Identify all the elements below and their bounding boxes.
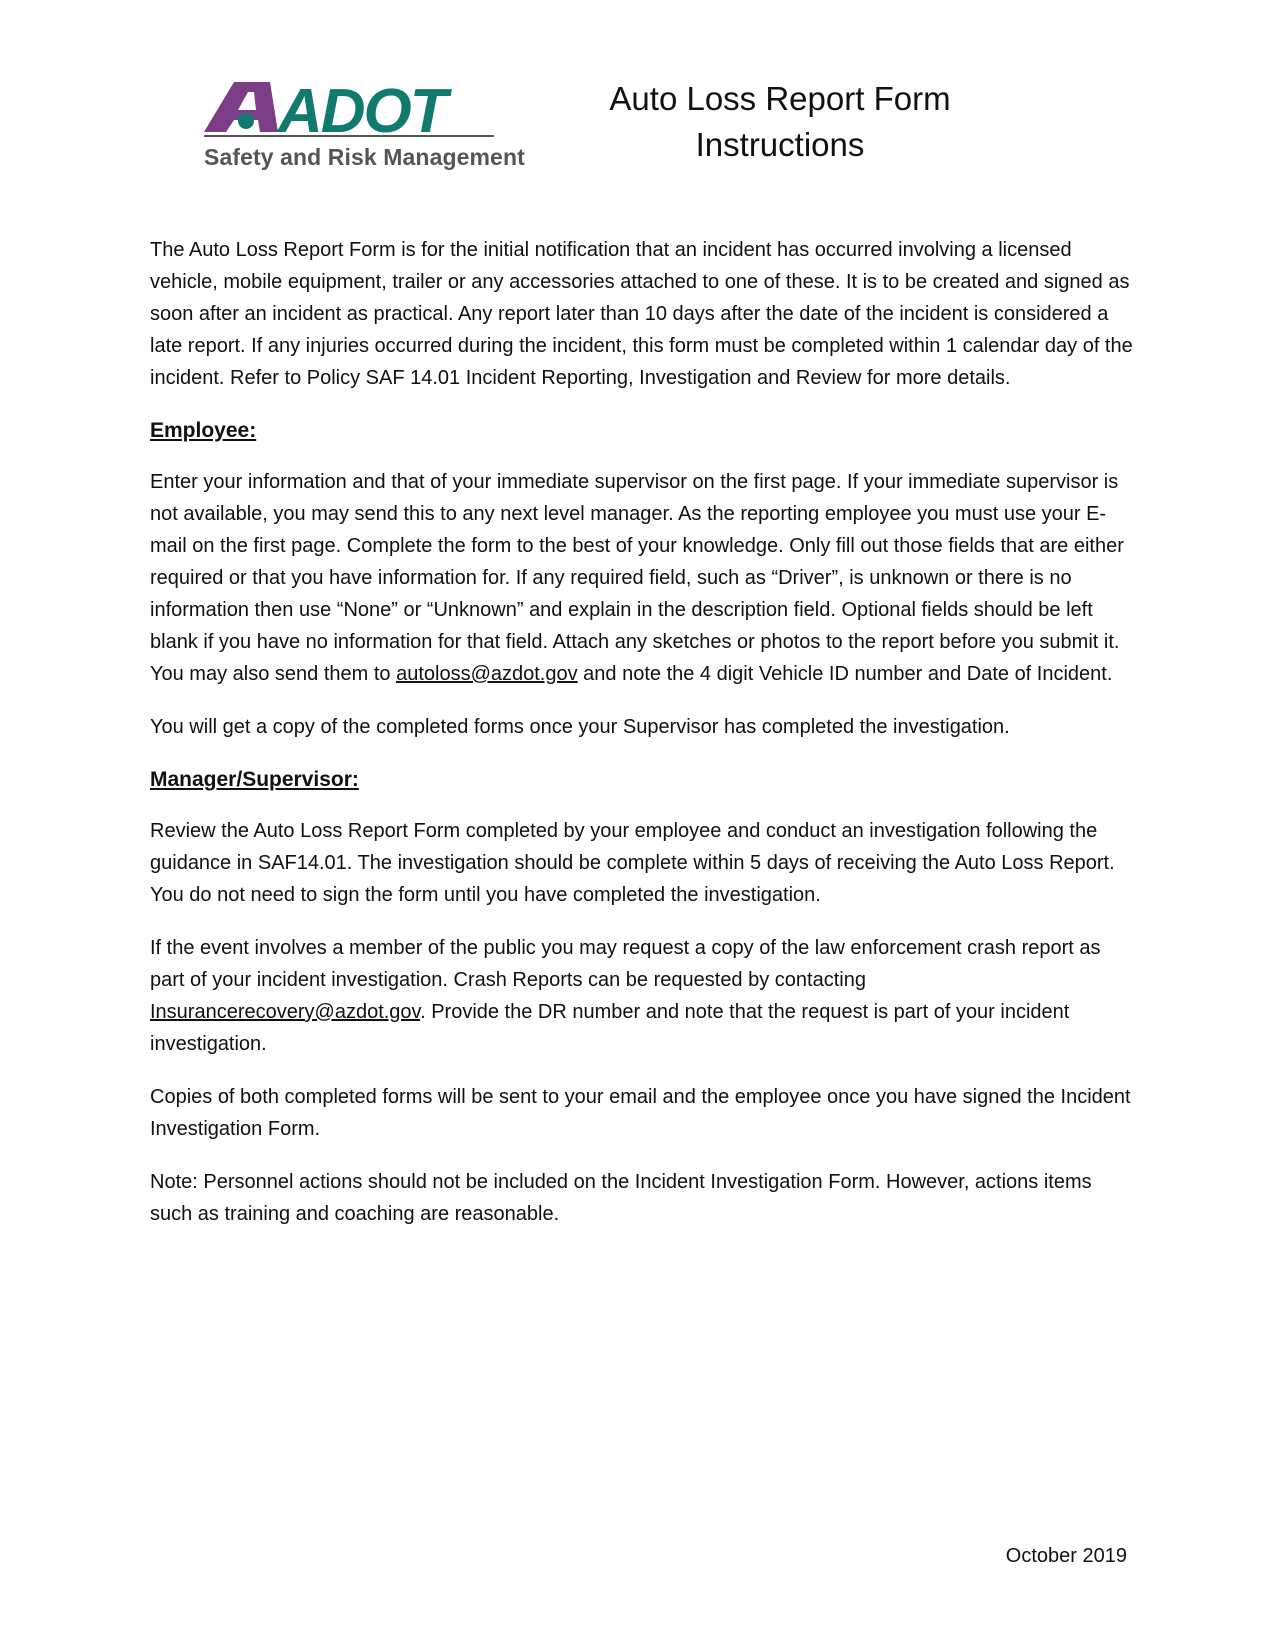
manager-p2-text: If the event involves a member of the public you may request a copy of the law enforcement crash report as part of your incident investigation. Crash Reports can be requested by contacting	[150, 937, 1101, 991]
intro-paragraph: The Auto Loss Report Form is for the initial notification that an incident has occurred involving a licensed vehicle, mobile equipment, trailer or any accessories attached to one of these. It is to be created and signed as soon after an incident as practical. Any report later than 10 days after the date of the incident is considered a late report. If any injuries occurred during the incident, this form must be completed within 1 calendar day of the incident. Refer to Policy SAF 14.01 Incident Reporting, Investigation and Review for more details.	[150, 239, 1133, 389]
footer-date: October 2019	[1005, 1545, 1127, 1567]
manager-p2-text-end: . Provide the DR number and note that the request is part of your incident investigation.	[150, 1001, 1070, 1055]
logo-subtitle: Safety and Risk Management	[204, 144, 525, 170]
page-title	[560, 76, 1000, 168]
employee-paragraph-2: You will get a copy of the completed forms once your Supervisor has completed the investigation.	[150, 716, 1010, 738]
manager-paragraph-1: Review the Auto Loss Report Form completed by your employee and conduct an investigation following the guidance in SAF14.01. The investigation should be complete within 5 days of receiving the Auto Loss Report. You do not need to sign the form until you have completed the investigation.	[150, 820, 1115, 906]
manager-paragraph-3: Copies of both completed forms will be sent to your email and the employee once you have signed the Incident Investigation Form.	[150, 1086, 1131, 1140]
manager-paragraph-4: Note: Personnel actions should not be included on the Incident Investigation Form. However, actions items such as training and coaching are reasonable.	[150, 1171, 1092, 1225]
employee-p1-text-end: and note the 4 digit Vehicle ID number and Date of Incident.	[577, 663, 1113, 685]
logo-letters: ADOT	[278, 80, 446, 138]
manager-heading: Manager/Supervisor:	[150, 768, 359, 791]
title-line-1: Auto Loss Report Form	[609, 80, 951, 117]
document-body	[150, 234, 1135, 1251]
employee-heading: Employee:	[150, 419, 257, 442]
title-line-2: Instructions	[695, 126, 865, 163]
manager-paragraph-2	[150, 932, 1135, 1060]
insurance-recovery-email-link[interactable]: Insurancerecovery@azdot.gov	[150, 1001, 421, 1023]
employee-paragraph-1	[150, 466, 1135, 690]
employee-p1-text: Enter your information and that of your immediate supervisor on the first page. If your immediate supervisor is not available, you may send this to any next level manager. As the reporting employee you must use your E-mail on the first page. Complete the form to the best of your knowledge. Only fill out those fields that are either required or that you have information for. If any required field, such as “Driver”, is unknown or there is no information then use “None” or “Unknown” and explain in the description field. Optional fields should be left blank if you have no information for that field. Attach any sketches or photos to the report before you submit it. You may also send them to	[150, 471, 1124, 685]
adot-logo	[204, 80, 544, 180]
autoloss-email-link[interactable]: autoloss@azdot.gov	[396, 663, 578, 685]
adot-logo-mark	[204, 80, 494, 138]
